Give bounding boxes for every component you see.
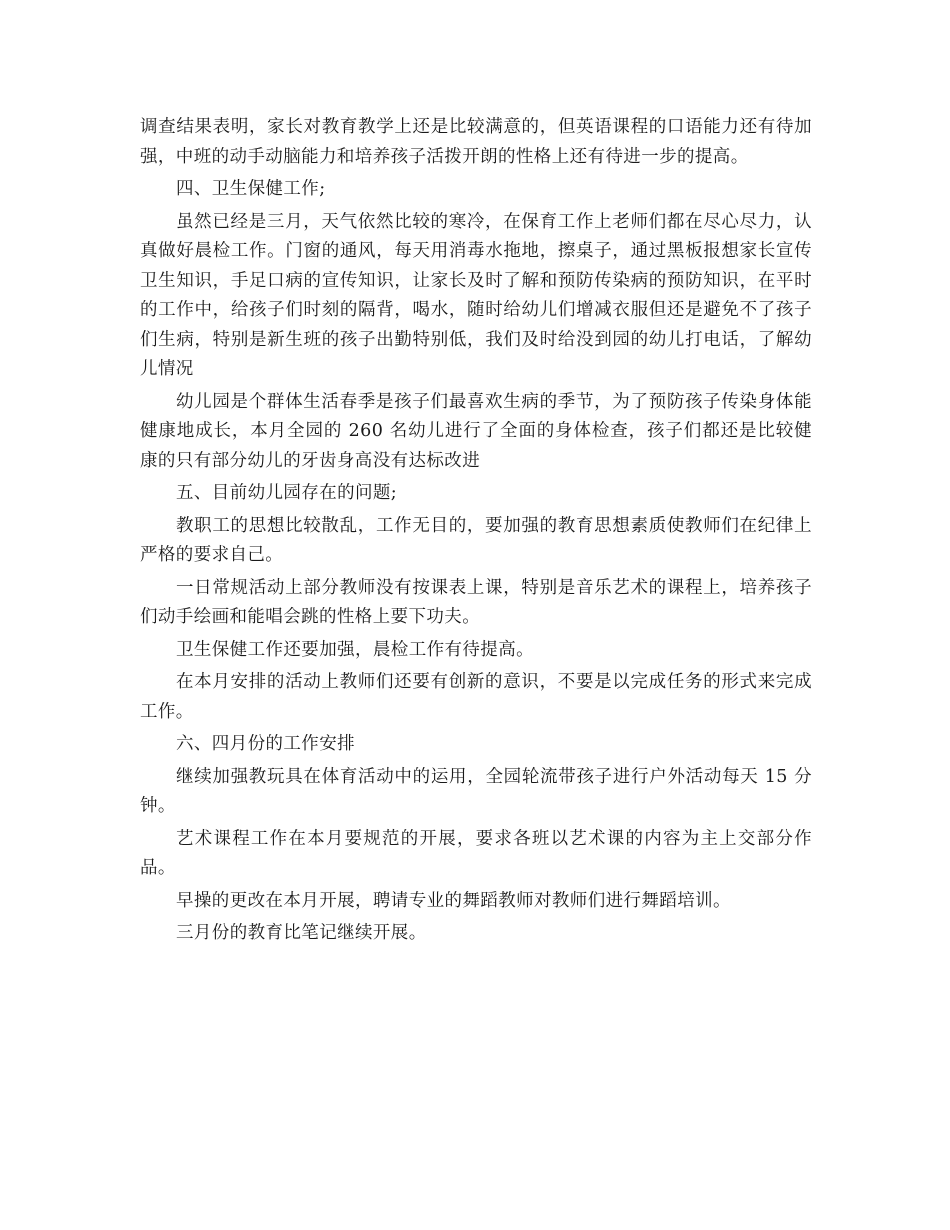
- paragraph-plan-exercise: 早操的更改在本月开展，聘请专业的舞蹈教师对教师们进行舞蹈培训。: [176, 890, 731, 911]
- document-page: [140, 113, 812, 952]
- paragraph-plan-outdoor: 继续加强教玩具在体育活动中的运用，全园轮流带孩子进行户外活动每天 15 分钟。: [140, 766, 812, 816]
- paragraph-plan-notes: 三月份的教育比笔记继续开展。: [176, 923, 427, 943]
- paragraph-health-care-details: 虽然已经是三月，天气依然比较的寒冷，在保育工作上老师们都在尽心尽力，认真做好晨检工作。门窗的通风，每天用消毒水拖地，擦桌子，通过黑板报想家长宣传卫生知识，手足口病的宣传知识，让家长及时了解和预防传染病的预防知识，在平时的工作中，给孩子们时刻的隔背，喝水，随时给幼儿们增减衣服但还是避免不了孩子们生病，特别是新生班的孩子出勤特别低，我们及时给没到园的幼儿打电话，了解幼儿情况: [140, 211, 812, 379]
- section-heading-april-plan: 六、四月份的工作安排: [176, 734, 355, 754]
- paragraph-plan-art: 艺术课程工作在本月要规范的开展，要求各班以艺术课的内容为主上交部分作品。: [140, 828, 812, 878]
- paragraph-survey-result: 调查结果表明，家长对教育教学上还是比较满意的，但英语课程的口语能力还有待加强，中班的动手动脑能力和培养孩子活拨开朗的性格上还有待进一步的提高。: [140, 117, 812, 167]
- paragraph-problem-health: 卫生保健工作还要加强，晨检工作有待提高。: [176, 639, 534, 660]
- section-heading-health-care: 四、卫生保健工作;: [176, 179, 326, 199]
- paragraph-problem-schedule: 一日常规活动上部分教师没有按课表上课，特别是音乐艺术的课程上，培养孩子们动手绘画和能唱会跳的性格上要下功夫。: [140, 577, 812, 627]
- section-heading-problems: 五、目前幼儿园存在的问题;: [176, 483, 398, 503]
- paragraph-problem-innovation: 在本月安排的活动上教师们还要有创新的意识，不要是以完成任务的形式来完成工作。: [140, 672, 812, 722]
- paragraph-physical-exam: 幼儿园是个群体生活春季是孩子们最喜欢生病的季节，为了预防孩子传染身体能健康地成长，本月全园的 260 名幼儿进行了全面的身体检查，孩子们都还是比较健康的只有部分幼儿的牙齿身高没有达标改进: [140, 391, 812, 471]
- paragraph-problem-staff: 教职工的思想比较散乱，工作无目的，要加强的教育思想素质使教师们在纪律上严格的要求自己。: [140, 515, 812, 565]
